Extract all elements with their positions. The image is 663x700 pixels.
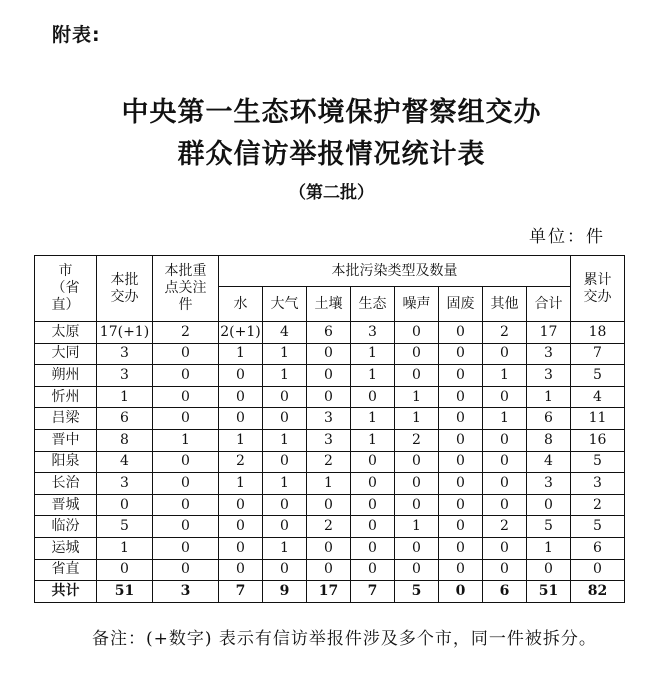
- cell-other: 1: [483, 365, 527, 387]
- table-row: [35, 343, 625, 365]
- header-type-air: 大气: [263, 287, 307, 322]
- cell-sum: 8: [527, 429, 571, 451]
- cell-soil: 3: [307, 429, 351, 451]
- cell-air: 0: [263, 516, 307, 538]
- cell-other: 0: [483, 343, 527, 365]
- cell-city: 大同: [35, 343, 97, 365]
- cell-soil: 0: [307, 386, 351, 408]
- cell-cumulative: 7: [571, 343, 625, 365]
- cell-soil: 0: [307, 559, 351, 581]
- cell-water: 1: [219, 343, 263, 365]
- total-cell-assigned: 51: [97, 581, 153, 603]
- cell-city: 晋城: [35, 494, 97, 516]
- cell-waste: 0: [439, 473, 483, 495]
- cell-assigned: 3: [97, 343, 153, 365]
- cell-waste: 0: [439, 494, 483, 516]
- cell-air: 1: [263, 365, 307, 387]
- cell-water: 0: [219, 516, 263, 538]
- cell-sum: 0: [527, 559, 571, 581]
- cell-eco: 0: [351, 451, 395, 473]
- cell-key: 2: [153, 322, 219, 344]
- table-row: [35, 451, 625, 473]
- cell-noise: 1: [395, 408, 439, 430]
- header-type-waste: 固废: [439, 287, 483, 322]
- cell-soil: 0: [307, 537, 351, 559]
- cell-air: 0: [263, 386, 307, 408]
- cell-soil: 3: [307, 408, 351, 430]
- cell-city: 晋中: [35, 429, 97, 451]
- total-cell-soil: 17: [307, 581, 351, 603]
- cell-assigned: 3: [97, 365, 153, 387]
- total-cell-water: 7: [219, 581, 263, 603]
- cell-noise: 0: [395, 494, 439, 516]
- cell-noise: 0: [395, 343, 439, 365]
- cell-assigned: 0: [97, 494, 153, 516]
- cell-eco: 0: [351, 537, 395, 559]
- cell-water: 1: [219, 429, 263, 451]
- cell-cumulative: 6: [571, 537, 625, 559]
- batch-label: （第二批）: [289, 183, 374, 203]
- table-row: [35, 537, 625, 559]
- cell-waste: 0: [439, 559, 483, 581]
- table-row: [35, 516, 625, 538]
- header-city-label: 市（省直）: [51, 263, 80, 313]
- table-row: [35, 473, 625, 495]
- total-cell-key: 3: [153, 581, 219, 603]
- cell-key: 0: [153, 537, 219, 559]
- cell-soil: 0: [307, 365, 351, 387]
- header-key-focus-label: 本批重点关注件: [164, 263, 207, 313]
- cell-sum: 4: [527, 451, 571, 473]
- table-row: [35, 559, 625, 581]
- cell-eco: 3: [351, 322, 395, 344]
- cell-water: 2(+1): [219, 322, 263, 344]
- total-cell-noise: 5: [395, 581, 439, 603]
- cell-city: 太原: [35, 322, 97, 344]
- cell-soil: 0: [307, 343, 351, 365]
- cell-sum: 3: [527, 473, 571, 495]
- cell-water: 0: [219, 537, 263, 559]
- unit-label: 单位：件: [529, 227, 605, 247]
- cell-key: 0: [153, 516, 219, 538]
- cell-sum: 0: [527, 494, 571, 516]
- cell-cumulative: 5: [571, 451, 625, 473]
- cell-soil: 2: [307, 451, 351, 473]
- cell-eco: 0: [351, 473, 395, 495]
- cell-sum: 1: [527, 386, 571, 408]
- cell-other: 0: [483, 559, 527, 581]
- cell-soil: 6: [307, 322, 351, 344]
- cell-waste: 0: [439, 537, 483, 559]
- cell-water: 0: [219, 365, 263, 387]
- title-line-1: 中央第一生态环境保护督察组交办: [121, 97, 542, 128]
- cell-soil: 2: [307, 516, 351, 538]
- cell-eco: 1: [351, 429, 395, 451]
- cell-assigned: 5: [97, 516, 153, 538]
- cell-cumulative: 5: [571, 365, 625, 387]
- cell-assigned: 0: [97, 559, 153, 581]
- table-row: [35, 322, 625, 344]
- total-cell-city: 共计: [35, 581, 97, 603]
- cell-assigned: 3: [97, 473, 153, 495]
- cell-water: 0: [219, 494, 263, 516]
- header-type-water: 水: [219, 287, 263, 322]
- cell-sum: 17: [527, 322, 571, 344]
- total-cell-air: 9: [263, 581, 307, 603]
- cell-noise: 0: [395, 559, 439, 581]
- table-row: [35, 386, 625, 408]
- cell-city: 忻州: [35, 386, 97, 408]
- cell-city: 省直: [35, 559, 97, 581]
- cell-eco: 1: [351, 343, 395, 365]
- cell-air: 1: [263, 537, 307, 559]
- cell-other: 0: [483, 429, 527, 451]
- cell-noise: 1: [395, 516, 439, 538]
- cell-noise: 2: [395, 429, 439, 451]
- header-type-sum: 合计: [527, 287, 571, 322]
- cell-cumulative: 16: [571, 429, 625, 451]
- cell-noise: 0: [395, 473, 439, 495]
- cell-assigned: 8: [97, 429, 153, 451]
- cell-sum: 3: [527, 343, 571, 365]
- cell-water: 0: [219, 559, 263, 581]
- cell-eco: 1: [351, 365, 395, 387]
- cell-other: 2: [483, 322, 527, 344]
- cell-assigned: 1: [97, 537, 153, 559]
- cell-other: 0: [483, 473, 527, 495]
- cell-waste: 0: [439, 516, 483, 538]
- header-cumulative: [571, 256, 625, 322]
- cell-sum: 3: [527, 365, 571, 387]
- table-row: [35, 408, 625, 430]
- cell-cumulative: 2: [571, 494, 625, 516]
- total-cell-eco: 7: [351, 581, 395, 603]
- cell-key: 0: [153, 473, 219, 495]
- total-row: [35, 581, 625, 603]
- cell-water: 1: [219, 473, 263, 495]
- cell-other: 0: [483, 386, 527, 408]
- header-type-other: 其他: [483, 287, 527, 322]
- statistics-table: [34, 255, 625, 603]
- cell-city: 长治: [35, 473, 97, 495]
- total-cell-sum: 51: [527, 581, 571, 603]
- cell-city: 阳泉: [35, 451, 97, 473]
- cell-cumulative: 18: [571, 322, 625, 344]
- title-line-2: 群众信访举报情况统计表: [177, 139, 486, 170]
- cell-assigned: 17(+1): [97, 322, 153, 344]
- cell-waste: 0: [439, 322, 483, 344]
- header-cumulative-label: 累计交办: [583, 271, 612, 305]
- cell-key: 0: [153, 494, 219, 516]
- cell-noise: 0: [395, 451, 439, 473]
- cell-eco: 0: [351, 559, 395, 581]
- total-cell-waste: 0: [439, 581, 483, 603]
- cell-waste: 0: [439, 429, 483, 451]
- cell-air: 0: [263, 408, 307, 430]
- cell-city: 朔州: [35, 365, 97, 387]
- cell-water: 0: [219, 408, 263, 430]
- table-row: [35, 429, 625, 451]
- cell-key: 0: [153, 365, 219, 387]
- cell-cumulative: 5: [571, 516, 625, 538]
- cell-waste: 0: [439, 386, 483, 408]
- cell-assigned: 1: [97, 386, 153, 408]
- total-cell-cumulative: 82: [571, 581, 625, 603]
- cell-cumulative: 11: [571, 408, 625, 430]
- cell-assigned: 4: [97, 451, 153, 473]
- header-key-focus: [153, 256, 219, 322]
- cell-other: 0: [483, 494, 527, 516]
- header-type-soil: 土壤: [307, 287, 351, 322]
- table-body: [35, 322, 625, 603]
- header-batch-assigned-label: 本批交办: [110, 271, 139, 305]
- cell-other: 1: [483, 408, 527, 430]
- cell-sum: 1: [527, 537, 571, 559]
- table-row: [35, 365, 625, 387]
- cell-city: 运城: [35, 537, 97, 559]
- cell-soil: 0: [307, 494, 351, 516]
- cell-eco: 0: [351, 494, 395, 516]
- cell-eco: 0: [351, 386, 395, 408]
- header-city: [35, 256, 97, 322]
- cell-city: 临汾: [35, 516, 97, 538]
- cell-noise: 0: [395, 322, 439, 344]
- cell-air: 1: [263, 429, 307, 451]
- table-row: [35, 494, 625, 516]
- cell-air: 4: [263, 322, 307, 344]
- cell-air: 0: [263, 494, 307, 516]
- cell-waste: 0: [439, 451, 483, 473]
- cell-cumulative: 0: [571, 559, 625, 581]
- cell-other: 0: [483, 451, 527, 473]
- cell-cumulative: 4: [571, 386, 625, 408]
- cell-air: 1: [263, 473, 307, 495]
- cell-waste: 0: [439, 343, 483, 365]
- cell-cumulative: 3: [571, 473, 625, 495]
- cell-water: 2: [219, 451, 263, 473]
- cell-noise: 0: [395, 365, 439, 387]
- cell-air: 1: [263, 343, 307, 365]
- cell-key: 0: [153, 451, 219, 473]
- header-pollution-types: 本批污染类型及数量: [219, 256, 571, 287]
- cell-other: 2: [483, 516, 527, 538]
- cell-air: 0: [263, 451, 307, 473]
- appendix-label: 附表:: [52, 24, 101, 46]
- cell-soil: 1: [307, 473, 351, 495]
- header-batch-assigned: [97, 256, 153, 322]
- cell-key: 0: [153, 386, 219, 408]
- cell-sum: 6: [527, 408, 571, 430]
- cell-city: 吕梁: [35, 408, 97, 430]
- cell-eco: 1: [351, 408, 395, 430]
- cell-waste: 0: [439, 365, 483, 387]
- cell-key: 0: [153, 559, 219, 581]
- cell-key: 0: [153, 343, 219, 365]
- cell-assigned: 6: [97, 408, 153, 430]
- cell-noise: 0: [395, 537, 439, 559]
- footnote: 备注：(+数字) 表示有信访举报件涉及多个市，同一件被拆分。: [92, 629, 597, 649]
- cell-other: 0: [483, 537, 527, 559]
- header-type-noise: 噪声: [395, 287, 439, 322]
- header-type-eco: 生态: [351, 287, 395, 322]
- cell-waste: 0: [439, 408, 483, 430]
- cell-eco: 0: [351, 516, 395, 538]
- cell-sum: 5: [527, 516, 571, 538]
- cell-key: 0: [153, 408, 219, 430]
- total-cell-other: 6: [483, 581, 527, 603]
- cell-key: 1: [153, 429, 219, 451]
- cell-air: 0: [263, 559, 307, 581]
- cell-water: 0: [219, 386, 263, 408]
- cell-noise: 1: [395, 386, 439, 408]
